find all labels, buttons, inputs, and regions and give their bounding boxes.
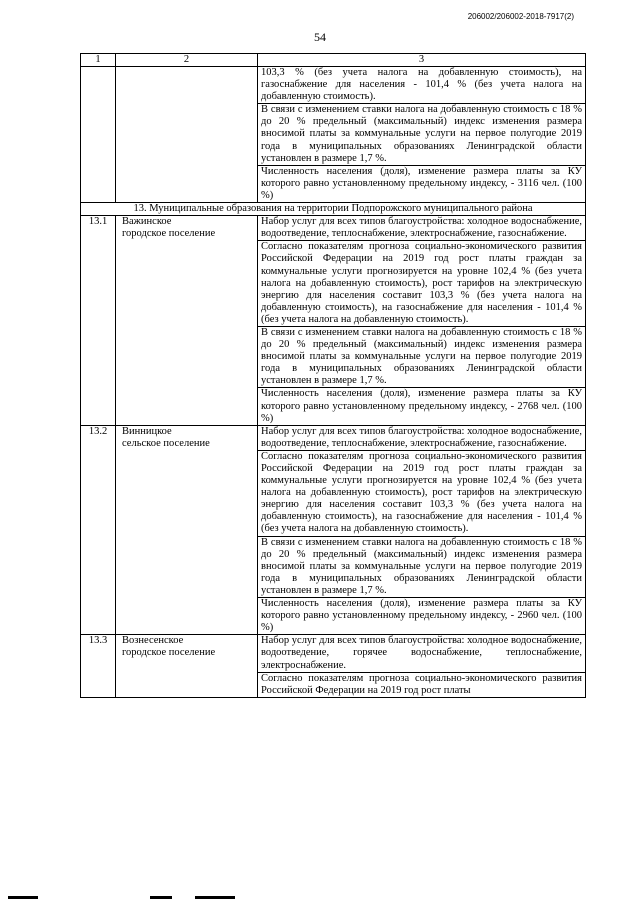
paragraph: Согласно показателям прогноза социально-экономического развития Российской Федерации на 2019 год рост платы граждан за коммунальные услуги прогнозируется на уровне 102,4 % (без учета налога на добавленную стоимость), рост тарифов на электрическую энергию для населения составит 103,3 % (без учета налога на добавленную стоимость), на газоснабжение для населения - 101,4 % (без учета налога на добавленную стоимость).	[258, 450, 585, 536]
scan-artifact-mark	[150, 896, 172, 899]
table-header-row	[81, 54, 586, 67]
row-number: 13.3	[81, 635, 116, 697]
municipality-name: Вознесенское городское поселение	[116, 635, 258, 697]
continuation-row	[81, 67, 586, 203]
table-row	[81, 635, 586, 697]
paragraph: Численность населения (доля), изменение размера платы за КУ которого равно установленному предельному индексу, - 2960 чел. (100 %)	[258, 597, 585, 634]
page-number: 54	[314, 30, 326, 44]
paragraph: Согласно показателям прогноза социально-экономического развития Российской Федерации на 2019 год рост платы граждан за коммунальные услуги прогнозируется на уровне 102,4 % (без учета налога на добавленную стоимость), рост тарифов на электрическую энергию для населения составит 103,3 % (без учета налога на добавленную стоимость), на газоснабжение для населения - 101,4 % (без учета налога на добавленную стоимость).	[258, 240, 585, 326]
continuation-text	[258, 67, 586, 203]
scan-artifact-mark	[8, 896, 38, 899]
paragraph: Согласно показателям прогноза социально-экономического развития Российской Федерации на 2019 год рост платы	[258, 672, 585, 697]
paragraph: Численность населения (доля), изменение размера платы за КУ которого равно установленному предельному индексу, - 3116 чел. (100 %)	[258, 165, 585, 202]
row-number: 13.2	[81, 425, 116, 635]
document-id: 206002/206002-2018-7917(2)	[467, 12, 574, 21]
table-row	[81, 216, 586, 426]
paragraph: Набор услуг для всех типов благоустройства: холодное водоснабжение, водоотведение, горячее водоснабжение, теплоснабжение, электроснабжение.	[261, 635, 582, 671]
paragraph: Набор услуг для всех типов благоустройства: холодное водоснабжение, водоотведение, теплоснабжение, электроснабжение, газоснабжение.	[261, 425, 582, 449]
row-number: 13.1	[81, 216, 116, 426]
municipality-name: Винницкое сельское поселение	[116, 425, 258, 635]
paragraph: В связи с изменением ставки налога на добавленную стоимость с 18 % до 20 % предельный (максимальный) индекс изменения размера вносимой платы за коммунальные услуги на первое полугодие 2019 года в муниципальных образованиях Ленинградской области установлен в размере 1,7 %.	[258, 326, 585, 387]
paragraph: Численность населения (доля), изменение размера платы за КУ которого равно установленному предельному индексу, - 2768 чел. (100 %)	[258, 387, 585, 424]
paragraph: В связи с изменением ставки налога на добавленную стоимость с 18 % до 20 % предельный (максимальный) индекс изменения размера вносимой платы за коммунальные услуги на первое полугодие 2019 года в муниципальных образованиях Ленинградской области установлен в размере 1,7 %.	[258, 536, 585, 597]
row-description	[258, 635, 586, 697]
paragraph: В связи с изменением ставки налога на добавленную стоимость с 18 % до 20 % предельный (максимальный) индекс изменения размера вносимой платы за коммунальные услуги на первое полугодие 2019 года в муниципальных образованиях Ленинградской области установлен в размере 1,7 %.	[258, 103, 585, 164]
tariff-table	[80, 53, 586, 698]
paragraph: Набор услуг для всех типов благоустройства: холодное водоснабжение, водоотведение, теплоснабжение, электроснабжение, газоснабжение.	[261, 216, 582, 240]
municipality-name: Важинское городское поселение	[116, 216, 258, 426]
paragraph: 103,3 % (без учета налога на добавленную стоимость), на газоснабжение для населения - 101,4 % (без учета налога на добавленную стоимость).	[261, 67, 582, 103]
row-description	[258, 216, 586, 426]
section-title: 13. Муниципальные образования на территории Подпорожского муниципального района	[81, 203, 586, 216]
table-row	[81, 425, 586, 635]
scan-artifact-mark	[195, 896, 235, 899]
header-col-3: 3	[258, 54, 586, 67]
section-row	[81, 203, 586, 216]
row-description	[258, 425, 586, 635]
header-col-1: 1	[81, 54, 116, 67]
header-col-2: 2	[116, 54, 258, 67]
